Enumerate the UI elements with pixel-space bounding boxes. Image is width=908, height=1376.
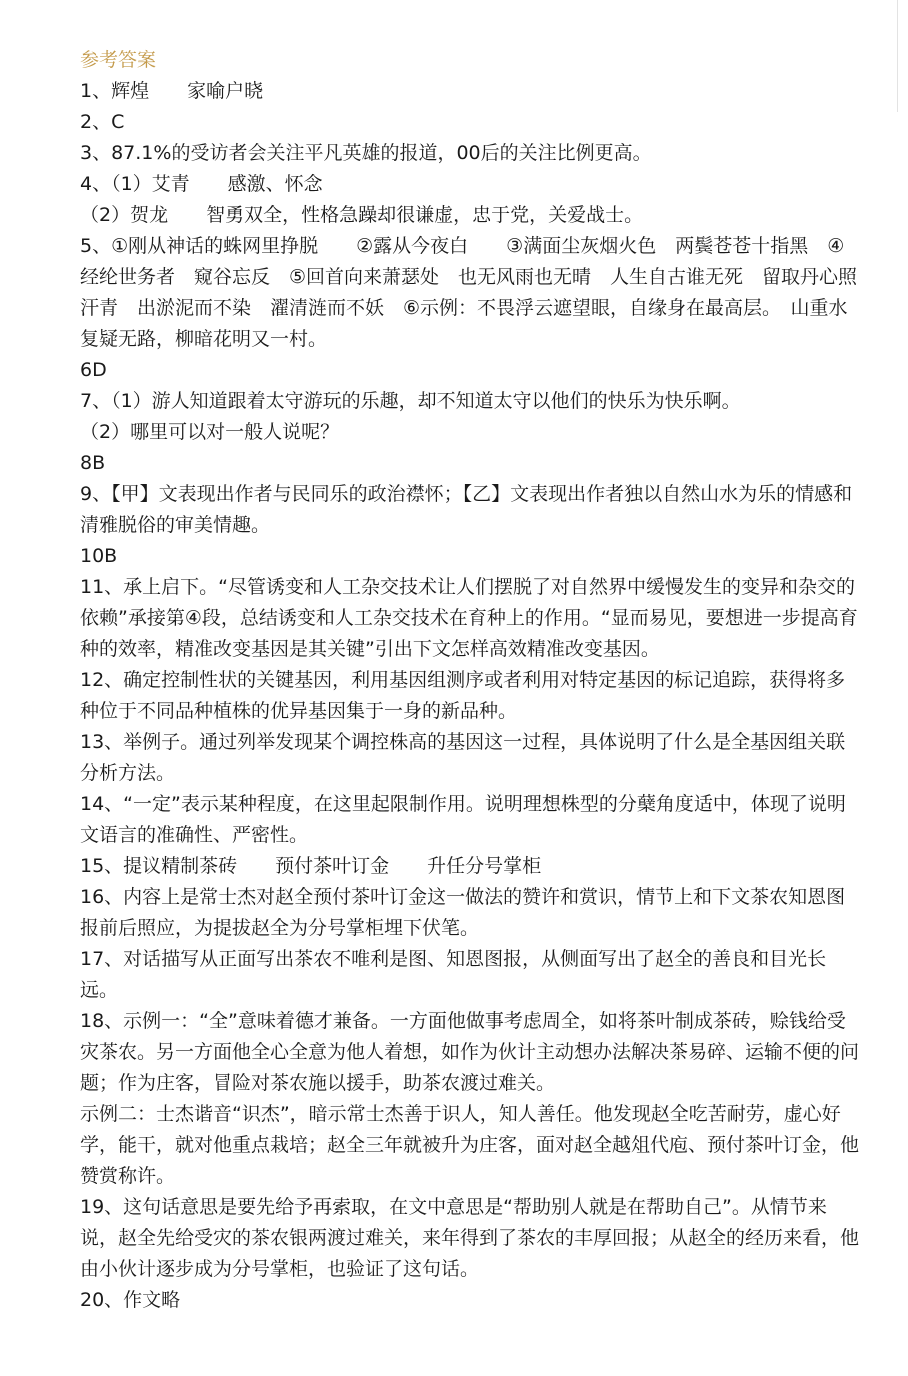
answer-key-heading: 参考答案 [80,49,157,71]
answer-20: 20、作文略 [80,1289,181,1311]
answer-13: 13、举例子。通过列举发现某个调控株高的基因这一过程，具体说明了什么是全基因组关联分析方法。 [80,731,846,784]
answer-4-1: 4、（1）艾青 感激、怀念 [80,173,323,195]
answer-3: 3、87.1%的受访者会关注平凡英雄的报道，00后的关注比例更高。 [80,142,652,164]
answer-19: 19、这句话意思是要先给予再索取，在文中意思是“帮助别人就是在帮助自己”。从情节来说，赵全先给受灾的茶农银两渡过难关，来年得到了茶农的丰厚回报；从赵全的经历来看，他由小伙计逐步成为分号掌柜，也验证了这句话。 [80,1196,860,1280]
answer-7-2: （2）哪里可以对一般人说呢？ [80,421,340,443]
page-edge-divider [897,0,898,112]
answer-9: 9、【甲】文表现出作者与民同乐的政治襟怀；【乙】文表现出作者独以自然山水为乐的情感和清雅脱俗的审美情趣。 [80,483,853,536]
answer-18-example-1: 18、示例一：“全”意味着德才兼备。一方面他做事考虑周全，如将茶叶制成茶砖，赊钱给受灾茶农。另一方面他全心全意为他人着想，如作为伙计主动想办法解决茶易碎、运输不便的问题；作为庄客，冒险对茶农施以援手，助茶农渡过难关。 [80,1010,860,1094]
answer-11: 11、承上启下。“尽管诱变和人工杂交技术让人们摆脱了对自然界中缓慢发生的变异和杂交的依赖”承接第④段，总结诱变和人工杂交技术在育种上的作用。“显而易见，要想进一步提高育种的效率，精准改变基因是其关键”引出下文怎样高效精准改变基因。 [80,576,858,660]
answer-10: 10B [80,545,118,567]
answer-15: 15、提议精制茶砖 预付茶叶订金 升任分号掌柜 [80,855,542,877]
answer-12: 12、确定控制性状的关键基因，利用基因组测序或者利用对特定基因的标记追踪，获得将多种位于不同品种植株的优异基因集于一身的新品种。 [80,669,846,722]
answer-4-2: （2）贺龙 智勇双全，性格急躁却很谦虚，忠于党，关爱战士。 [80,204,644,226]
answer-16: 16、内容上是常士杰对赵全预付茶叶订金这一做法的赞许和赏识，情节上和下文茶农知恩图报前后照应，为提拔赵全为分号掌柜埋下伏笔。 [80,886,846,939]
answer-8: 8B [80,452,106,474]
answer-6: 6D [80,359,107,381]
answer-14: 14、“一定”表示某种程度，在这里起限制作用。说明理想株型的分蘖角度适中，体现了说明文语言的准确性、严密性。 [80,793,846,846]
answer-18-example-2: 示例二：士杰谐音“识杰”，暗示常士杰善于识人，知人善任。他发现赵全吃苦耐劳，虚心好学，能干，就对他重点栽培；赵全三年就被升为庄客，面对赵全越俎代庖、预付茶叶订金，他赞赏称许。 [80,1103,860,1187]
answer-1: 1、辉煌 家喻户晓 [80,80,264,102]
answer-2: 2、C [80,111,125,133]
answer-7-1: 7、（1）游人知道跟着太守游玩的乐趣，却不知道太守以他们的快乐为快乐啊。 [80,390,741,412]
answer-key [80,45,860,1316]
answer-17: 17、对话描写从正面写出茶农不唯利是图、知恩图报，从侧面写出了赵全的善良和目光长远。 [80,948,827,1001]
answer-5: 5、①刚从神话的蛛网里挣脱 ②露从今夜白 ③满面尘灰烟火色 两鬓苍苍十指黑 ④经纶世务者 窥谷忘反 ⑤回首向来萧瑟处 也无风雨也无晴 人生自古谁无死 留取丹心照汗青 出淤泥而不染 濯清涟而不妖 ⑥示例：不畏浮云遮望眼，自缘身在最高层。 山重水复疑无路，柳暗花明又一村。 [80,235,858,350]
